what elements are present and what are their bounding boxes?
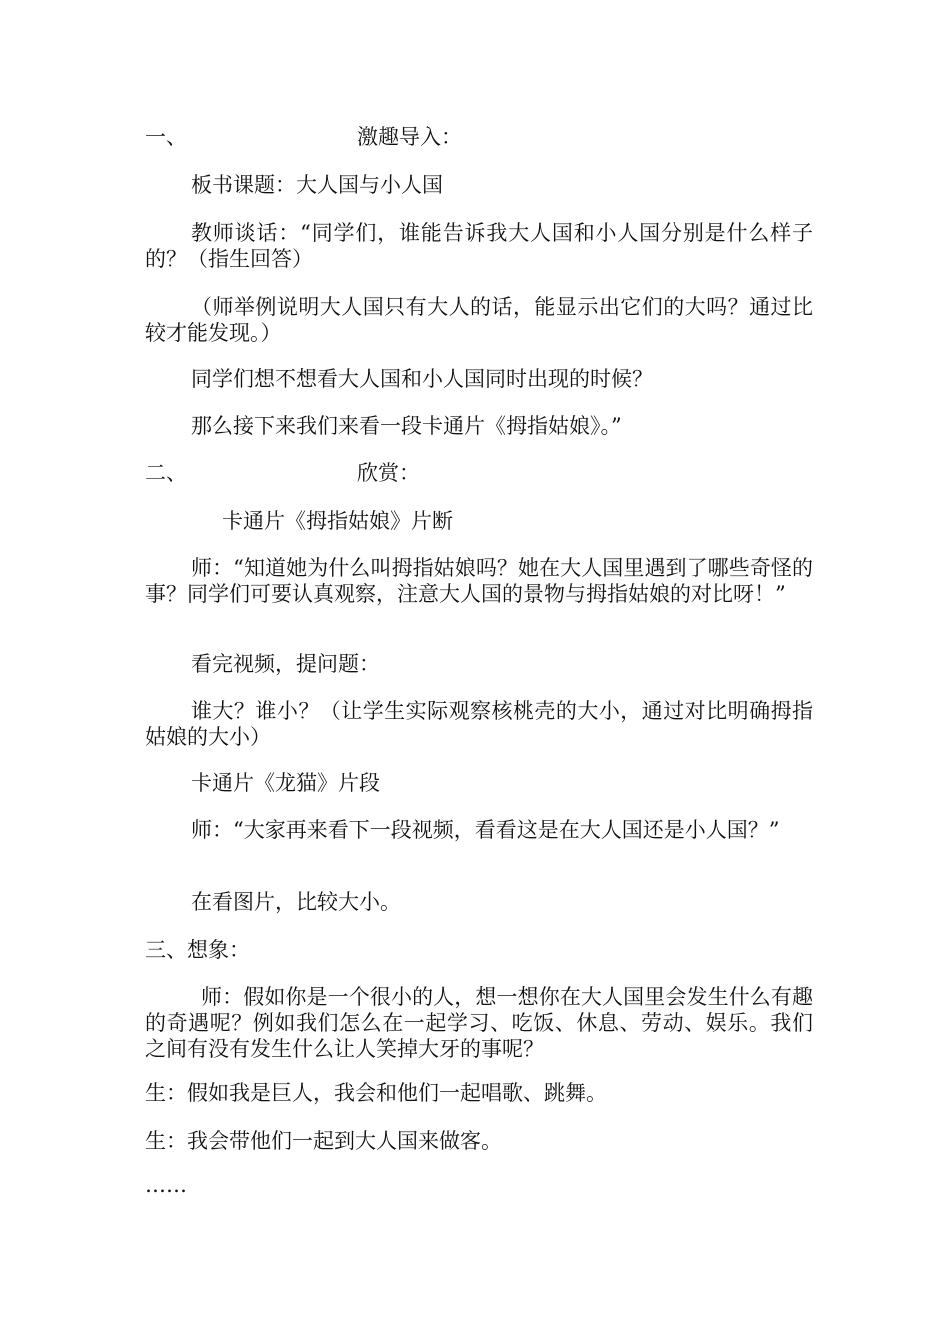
paragraph-teacher-talk: 教师谈话：“同学们，谁能告诉我大人国和小人国分别是什么样子的？（指生回答）: [145, 221, 813, 271]
paragraph-who-bigger: 谁大？谁小？（让学生实际观察核桃壳的大小，通过对比明确拇指姑娘的大小）: [145, 699, 813, 749]
paragraph-teacher-next-video: 师：“大家再来看下一段视频，看看这是在大人国还是小人国？”: [191, 818, 780, 842]
section-1-title: 激趣导入：: [357, 125, 462, 149]
paragraph-imagine: 师：假如你是一个很小的人，想一想你在大人国里会发生什么有趣的奇遇呢？例如我们怎么在一起学习、吃饭、休息、劳动、娱乐。我们之间有没有发生什么让人笑掉大牙的事呢？: [145, 985, 813, 1061]
paragraph-cartoon-clip-2: 卡通片《龙猫》片段: [191, 771, 380, 795]
paragraph-teacher-thumbelina: 师：“知道她为什么叫拇指姑娘吗？她在大人国里遇到了哪些奇怪的事？同学们可要认真观察，注意大人国的景物与拇指姑娘的对比呀！”: [145, 556, 813, 606]
paragraph-board-title: 板书课题：大人国与小人国: [191, 173, 443, 197]
section-1-number: 一、: [145, 125, 187, 149]
paragraph-ellipsis: ……: [145, 1173, 187, 1197]
paragraph-teacher-example: （师举例说明大人国只有大人的话，能显示出它们的大吗？通过比较才能发现。）: [145, 295, 813, 345]
section-2-title: 欣赏：: [357, 461, 420, 485]
paragraph-after-video: 看完视频，提问题：: [191, 652, 380, 676]
paragraph-cartoon-intro: 那么接下来我们来看一段卡通片《拇指姑娘》。”: [191, 414, 622, 438]
paragraph-student-1: 生：假如我是巨人，我会和他们一起唱歌、跳舞。: [145, 1081, 607, 1105]
paragraph-question: 同学们想不想看大人国和小人国同时出现的时候？: [191, 367, 653, 391]
section-3-heading: 三、想象：: [145, 938, 250, 962]
section-2-number: 二、: [145, 461, 187, 485]
paragraph-cartoon-clip-1: 卡通片《拇指姑娘》片断: [222, 509, 453, 533]
paragraph-compare-pictures: 在看图片，比较大小。: [191, 890, 401, 914]
paragraph-student-2: 生：我会带他们一起到大人国来做客。: [145, 1129, 502, 1153]
